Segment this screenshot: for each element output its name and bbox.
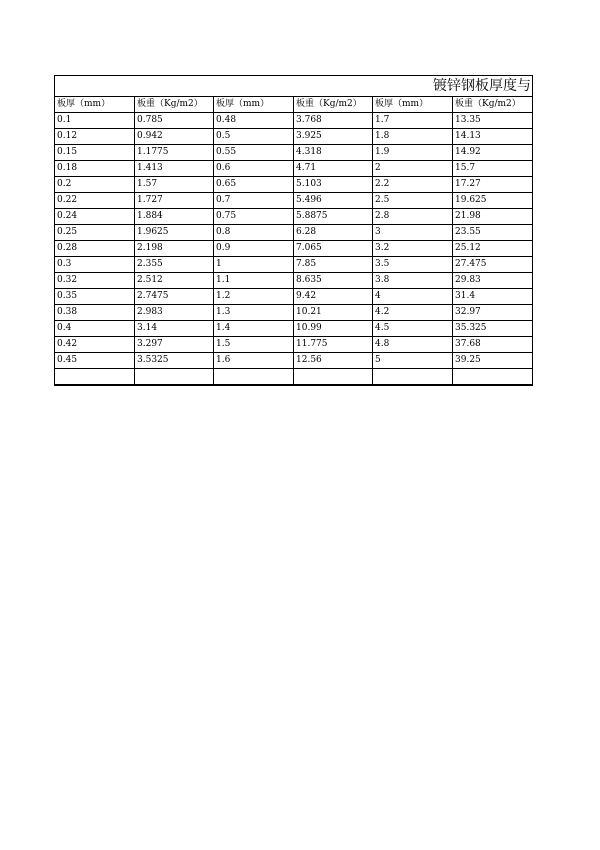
cell-weight-3: 29.83 xyxy=(453,273,533,289)
cell-thickness-2: 0.8 xyxy=(214,225,294,241)
cell-thickness-1: 0.25 xyxy=(55,225,135,241)
table-row xyxy=(55,177,533,193)
cell-thickness-2: 1.6 xyxy=(214,353,294,369)
table-row xyxy=(55,321,533,337)
empty-cell xyxy=(214,369,294,386)
cell-thickness-3: 1.8 xyxy=(373,129,453,145)
table-row xyxy=(55,353,533,369)
cell-weight-1: 2.198 xyxy=(135,241,214,257)
empty-cell xyxy=(135,369,214,386)
empty-cell xyxy=(294,369,373,386)
header-thickness-2: 板厚（mm） xyxy=(214,97,294,113)
cell-thickness-1: 0.22 xyxy=(55,193,135,209)
table-row xyxy=(55,273,533,289)
cell-thickness-3: 2.2 xyxy=(373,177,453,193)
cell-thickness-2: 1.1 xyxy=(214,273,294,289)
table-row xyxy=(55,305,533,321)
header-weight-1: 板重（Kg/m2） xyxy=(135,97,214,113)
cell-weight-1: 2.512 xyxy=(135,273,214,289)
title-cell xyxy=(55,76,533,97)
cell-weight-1: 2.983 xyxy=(135,305,214,321)
cell-weight-3: 19.625 xyxy=(453,193,533,209)
cell-weight-3: 35.325 xyxy=(453,321,533,337)
cell-thickness-1: 0.45 xyxy=(55,353,135,369)
cell-thickness-2: 0.75 xyxy=(214,209,294,225)
cell-weight-2: 11.775 xyxy=(294,337,373,353)
table-row xyxy=(55,241,533,257)
cell-thickness-1: 0.12 xyxy=(55,129,135,145)
cell-weight-1: 3.297 xyxy=(135,337,214,353)
cell-weight-3: 13.35 xyxy=(453,113,533,129)
cell-thickness-2: 1.4 xyxy=(214,321,294,337)
cell-weight-2: 12.56 xyxy=(294,353,373,369)
cell-weight-1: 3.5325 xyxy=(135,353,214,369)
cell-thickness-3: 2 xyxy=(373,161,453,177)
cell-weight-2: 8.635 xyxy=(294,273,373,289)
table-row xyxy=(55,209,533,225)
cell-weight-1: 1.884 xyxy=(135,209,214,225)
cell-weight-3: 37.68 xyxy=(453,337,533,353)
table-row xyxy=(55,129,533,145)
header-thickness-3: 板厚（mm） xyxy=(373,97,453,113)
cell-weight-1: 0.785 xyxy=(135,113,214,129)
cell-weight-2: 7.85 xyxy=(294,257,373,273)
cell-thickness-2: 0.48 xyxy=(214,113,294,129)
cell-weight-2: 4.71 xyxy=(294,161,373,177)
cell-thickness-2: 1.3 xyxy=(214,305,294,321)
cell-thickness-2: 1.5 xyxy=(214,337,294,353)
cell-thickness-3: 1.7 xyxy=(373,113,453,129)
cell-thickness-2: 0.7 xyxy=(214,193,294,209)
cell-thickness-1: 0.35 xyxy=(55,289,135,305)
header-row xyxy=(55,97,533,113)
empty-cell xyxy=(55,369,135,386)
cell-weight-1: 2.355 xyxy=(135,257,214,273)
header-weight-3: 板重（Kg/m2） xyxy=(453,97,533,113)
cell-weight-1: 1.413 xyxy=(135,161,214,177)
cell-weight-2: 10.21 xyxy=(294,305,373,321)
cell-weight-2: 4.318 xyxy=(294,145,373,161)
cell-thickness-2: 1 xyxy=(214,257,294,273)
cell-weight-2: 7.065 xyxy=(294,241,373,257)
cell-thickness-2: 0.5 xyxy=(214,129,294,145)
cell-thickness-1: 0.2 xyxy=(55,177,135,193)
empty-cell xyxy=(373,369,453,386)
cell-weight-3: 14.92 xyxy=(453,145,533,161)
cell-thickness-1: 0.1 xyxy=(55,113,135,129)
cell-thickness-3: 2.5 xyxy=(373,193,453,209)
table-row xyxy=(55,337,533,353)
cell-thickness-3: 3 xyxy=(373,225,453,241)
cell-weight-3: 21.98 xyxy=(453,209,533,225)
cell-weight-3: 31.4 xyxy=(453,289,533,305)
cell-thickness-3: 4 xyxy=(373,289,453,305)
cell-weight-1: 3.14 xyxy=(135,321,214,337)
table-row xyxy=(55,161,533,177)
cell-weight-2: 3.768 xyxy=(294,113,373,129)
cell-weight-2: 5.8875 xyxy=(294,209,373,225)
cell-thickness-1: 0.24 xyxy=(55,209,135,225)
cell-thickness-2: 1.2 xyxy=(214,289,294,305)
cell-thickness-1: 0.18 xyxy=(55,161,135,177)
cell-thickness-3: 4.2 xyxy=(373,305,453,321)
cell-thickness-1: 0.42 xyxy=(55,337,135,353)
cell-weight-1: 2.7475 xyxy=(135,289,214,305)
cell-thickness-1: 0.32 xyxy=(55,273,135,289)
cell-weight-2: 5.103 xyxy=(294,177,373,193)
cell-weight-2: 3.925 xyxy=(294,129,373,145)
cell-thickness-3: 3.8 xyxy=(373,273,453,289)
cell-weight-3: 14.13 xyxy=(453,129,533,145)
title-row xyxy=(55,76,533,97)
table-row xyxy=(55,145,533,161)
table-row xyxy=(55,193,533,209)
cell-weight-3: 25.12 xyxy=(453,241,533,257)
cell-thickness-3: 4.8 xyxy=(373,337,453,353)
table-row xyxy=(55,225,533,241)
table-row xyxy=(55,257,533,273)
cell-weight-1: 1.57 xyxy=(135,177,214,193)
cell-thickness-3: 1.9 xyxy=(373,145,453,161)
cell-thickness-1: 0.4 xyxy=(55,321,135,337)
cell-thickness-3: 2.8 xyxy=(373,209,453,225)
cell-weight-1: 1.727 xyxy=(135,193,214,209)
cell-thickness-1: 0.28 xyxy=(55,241,135,257)
cell-thickness-2: 0.9 xyxy=(214,241,294,257)
cell-thickness-1: 0.15 xyxy=(55,145,135,161)
cell-weight-3: 23.55 xyxy=(453,225,533,241)
cell-weight-3: 39.25 xyxy=(453,353,533,369)
header-thickness-1: 板厚（mm） xyxy=(55,97,135,113)
cell-thickness-3: 5 xyxy=(373,353,453,369)
empty-row xyxy=(55,369,533,386)
header-weight-2: 板重（Kg/m2） xyxy=(294,97,373,113)
empty-cell xyxy=(453,369,533,386)
cell-thickness-2: 0.55 xyxy=(214,145,294,161)
cell-thickness-1: 0.3 xyxy=(55,257,135,273)
table-row xyxy=(55,113,533,129)
cell-weight-2: 10.99 xyxy=(294,321,373,337)
cell-weight-3: 17.27 xyxy=(453,177,533,193)
cell-weight-1: 1.9625 xyxy=(135,225,214,241)
table-row xyxy=(55,289,533,305)
cell-weight-1: 1.1775 xyxy=(135,145,214,161)
cell-thickness-2: 0.6 xyxy=(214,161,294,177)
sheet-title: 镀锌钢板厚度与 xyxy=(433,78,531,94)
cell-weight-2: 9.42 xyxy=(294,289,373,305)
cell-weight-1: 0.942 xyxy=(135,129,214,145)
cell-thickness-3: 3.2 xyxy=(373,241,453,257)
cell-thickness-1: 0.38 xyxy=(55,305,135,321)
cell-weight-2: 5.496 xyxy=(294,193,373,209)
galvanized-steel-weight-table xyxy=(54,75,533,386)
cell-thickness-3: 3.5 xyxy=(373,257,453,273)
cell-thickness-3: 4.5 xyxy=(373,321,453,337)
cell-weight-2: 6.28 xyxy=(294,225,373,241)
cell-weight-3: 32.97 xyxy=(453,305,533,321)
cell-weight-3: 27.475 xyxy=(453,257,533,273)
cell-weight-3: 15.7 xyxy=(453,161,533,177)
cell-thickness-2: 0.65 xyxy=(214,177,294,193)
